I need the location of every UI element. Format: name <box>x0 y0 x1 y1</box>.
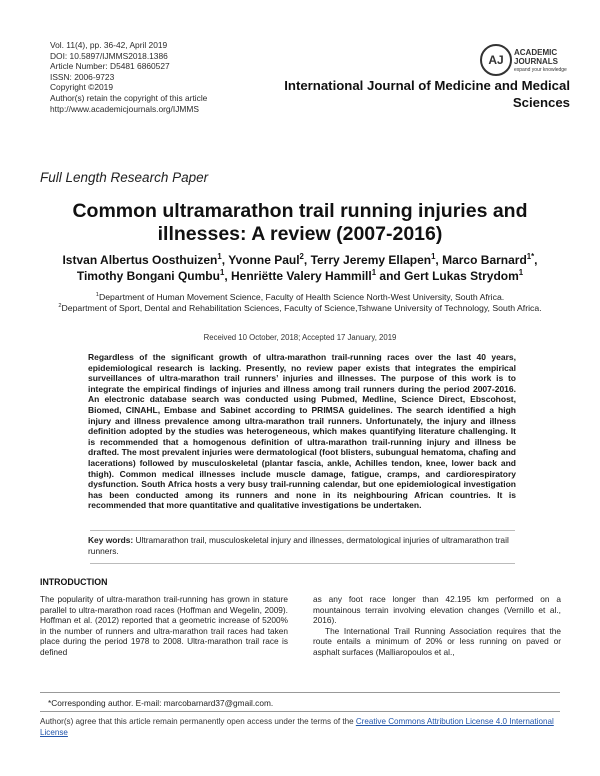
affiliation-text: Department of Human Movement Science, Faculty of Health Science North-West University, South Africa. <box>98 292 505 302</box>
author-affiliation-mark: 1 <box>219 267 225 277</box>
affiliation-line <box>40 292 560 303</box>
journal-logo <box>480 44 590 78</box>
corresponding-author: *Corresponding author. E-mail: marcobarnard37@gmail.com. <box>48 698 274 708</box>
intro-column-right <box>313 594 561 658</box>
license-divider <box>40 711 560 712</box>
keywords-text: Ultramarathon trail, musculoskeletal injury and illnesses, dermatological injuries of ultramarathon trail runners. <box>88 535 509 556</box>
article-type: Full Length Research Paper <box>40 170 209 185</box>
meta-copyright: Copyright ©2019 <box>50 82 113 93</box>
meta-volume: Vol. 11(4), pp. 36-42, April 2019 <box>50 40 168 50</box>
author-name: Gert Lukas Strydom <box>404 268 519 283</box>
intro-column-left: The popularity of ultra-marathon trail-running has grown in stature parallel to ultra-marathon road races (Hoffman and Wegelin, 2009). Hoffman et al. (2012) reported that a geometric increase of 5200% in the number of runners and ultra-marathon trail races had taken place during the period 1978 to 2008. Ultra-marathon trail race is defined <box>40 594 288 657</box>
paper-title: Common ultramarathon trail running injuries and illnesses: A review (2007-2016) <box>72 200 528 245</box>
author-affiliation-mark: 1 <box>518 267 524 277</box>
meta-retain: Author(s) retain the copyright of this article <box>50 92 208 103</box>
author-name: Istvan Albertus Oosthuizen <box>62 253 218 267</box>
author-affiliation-mark: 1* <box>526 252 535 261</box>
meta-doi: DOI: 10.5897/IJMMS2018.1386 <box>50 50 168 61</box>
license-prefix: Author(s) agree that this article remain permanently open access under the terms of the <box>40 717 356 726</box>
author-name: Marco Barnard <box>442 253 527 267</box>
license-link[interactable]: Creative Commons Attribution License 4.0 International License <box>40 717 554 737</box>
journal-title: International Journal of Medicine and Medical Sciences <box>284 78 570 110</box>
author-name: Timothy Bongani Qumbu <box>76 268 220 283</box>
divider-top <box>90 530 515 531</box>
logo-text <box>514 48 567 75</box>
introduction-heading: INTRODUCTION <box>40 577 108 587</box>
footnote-divider <box>40 692 560 693</box>
license-notice <box>40 717 560 738</box>
logo-line-1: ACADEMIC <box>514 48 558 57</box>
meta-url: http://www.academicjournals.org/IJMMS <box>50 103 199 114</box>
logo-line-2: JOURNALS <box>514 57 559 66</box>
affiliation-line <box>40 303 560 314</box>
author-name: Yvonne Paul <box>228 253 300 267</box>
keywords <box>88 535 516 556</box>
abstract: Regardless of the significant growth of ultra-marathon trail-running races over the last 40 years, epidemiological research is lacking. Presently, no review paper exists that integrates the empirical surveillances of ultra-marathon trail runners’ injuries and illnesses. The purpose of this work is to integrate the empirical findings of injuries and illness among trail runners during the period 2007-2016. An electronic database search was conducted using Pubmed, Medline, Science Direct, Ebscohost, Biomed, CINAHL, Embase and Sabinet according to PRIMSA guidelines. The search identified a high injury and illness prevalence among ultra-marathon trail runners. Unfortunately, the injury and illness definition adopted by the studies was heterogeneous, which makes quantifying literature challenging. It is recommended that a homogenous definition of ultra-marathon trail-running injury and illness be drafted. The most prevalent injuries were dermatological (foot blisters, subungual hematoma, chafing and lacerations) followed by musculoskeletal (plantar fascia, ankle, Achilles tendon, knee, lower back and thigh). Common medical illnesses include muscle damage, fatigue, cramps, and cardiorespiratory dysfunction. South Africa hosts a very busy trail-running calendar, but one epidemiological investigation has been conducted among its runners and none in its neighbouring African countries. It is recommended that more quantitative and qualitative investigations be undertaken. <box>88 352 516 511</box>
logo-line-3: expand your knowledge <box>514 67 567 73</box>
affiliations <box>40 292 560 314</box>
affiliation-text: Department of Sport, Dental and Rehabilitation Sciences, Faculty of Science,Tshwane University of Technology, South Africa. <box>61 303 542 313</box>
keywords-label: Key words: <box>88 535 134 545</box>
intro-right-paragraph-2: The International Trail Running Association requires that the route entails a minimum of 20% or less running on paved or asphalt surfaces (Malliaropoulos et al., <box>313 625 561 657</box>
author-name: Terry Jeremy Ellapen <box>310 253 432 267</box>
author-name: Henriëtte Valery Hammill <box>230 268 372 283</box>
received-accepted-dates: Received 10 October, 2018; Accepted 17 January, 2019 <box>203 333 397 342</box>
meta-article-number: Article Number: D5481 6860527 <box>50 61 170 72</box>
author-affiliation-mark: 2 <box>299 252 304 261</box>
affiliation-mark: 1 <box>95 292 99 299</box>
affiliation-mark: 2 <box>58 303 62 310</box>
author-list: Istvan Albertus Oosthuizen$^1$, Yvonne Paul$^2$, Terry Jeremy Ellapen$^1$, Marco Barnard$^{1*}$, Timothy Bongani Qumbu$^1$, Henriëtte Valery Hammill$^1$ and Gert Lukas Strydom$^1$ <box>62 252 538 283</box>
author-affiliation-mark: 1 <box>217 252 222 261</box>
author-affiliation-mark: 1 <box>371 267 377 277</box>
meta-issn: ISSN: 2006-9723 <box>50 71 115 82</box>
intro-right-paragraph-1: as any foot race longer than 42.195 km performed on a mountainous terrain involving elevation changes (Vernillo et al., 2016). <box>313 594 561 626</box>
divider-bottom <box>90 563 515 564</box>
logo-mark: AJ <box>480 44 512 76</box>
author-affiliation-mark: 1 <box>431 252 436 261</box>
article-metadata <box>50 40 207 114</box>
